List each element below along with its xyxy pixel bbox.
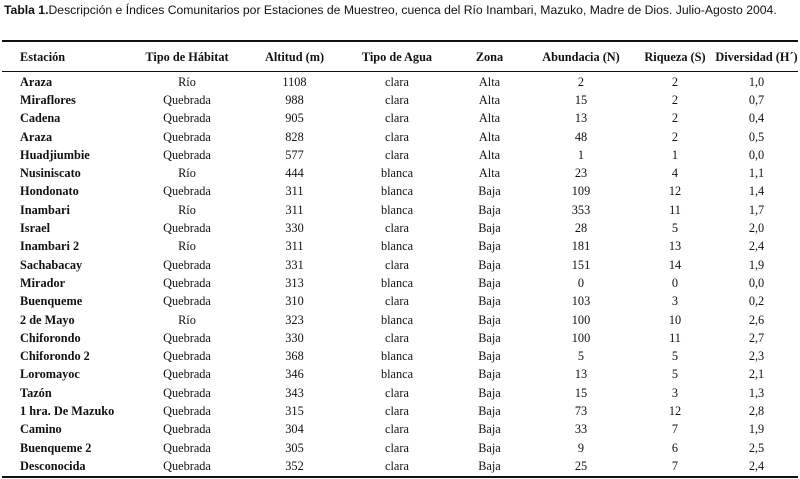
table-cell: 330 [285,330,304,345]
table-cell: 4 [671,166,679,181]
table-row [2,384,798,402]
table-cell: Quebrada [163,330,211,345]
table-row [2,293,798,311]
table-cell: 2,0 [748,221,765,236]
table-cell: Buenqueme [20,294,83,309]
table-cell: blanca [380,349,414,364]
table-cell: 6 [671,440,679,455]
table-cell: Baja [478,440,501,455]
table-caption [4,3,796,18]
table-row [2,347,798,365]
table-cell: 0,0 [748,275,765,290]
table-cell: Baja [478,275,501,290]
table-cell: Alta [478,129,501,144]
table-row [2,256,798,274]
table-cell: Nusiniscato [20,166,81,181]
table-row [2,110,798,128]
table-cell: 5 [671,349,679,364]
table-cell: blanca [380,184,414,199]
table-cell: 1 hra. De Mazuko [20,403,115,418]
table-cell: 368 [285,349,304,364]
table-header-row [2,43,798,71]
table-row [2,402,798,420]
column-header: Zona [475,49,504,64]
table-cell: 311 [285,239,304,254]
table-cell: 10 [668,312,682,327]
table-cell: 315 [285,403,304,418]
table-cell: 1 [671,147,679,162]
table-cell: clara [385,92,409,107]
table-cell: 1 [577,147,585,162]
table-cell: 2,1 [748,367,765,382]
table-cell: 304 [285,422,304,437]
table-cell: 1,0 [748,74,765,89]
table-cell: Quebrada [163,147,211,162]
table-row [2,91,798,109]
table-row [2,238,798,256]
table-cell: Baja [478,458,501,473]
table-cell: 109 [571,184,591,199]
table-cell: 2 de Mayo [20,312,75,327]
table-cell: clara [385,294,409,309]
table-cell: 905 [285,111,304,126]
table-cell: clara [385,440,409,455]
table-cell: Quebrada [163,440,211,455]
table-cell: 305 [285,440,304,455]
table-body [2,71,798,476]
table-cell: 444 [285,166,304,181]
table-cell: 3 [671,294,679,309]
table-cell: Quebrada [163,403,211,418]
table-cell: clara [385,257,409,272]
table-cell: 5 [577,349,585,364]
table-cell: 343 [285,385,304,400]
table-cell: 1108 [282,74,307,89]
table-row [2,71,798,91]
table-cell: Mirador [20,275,66,290]
column-header: Diversidad (H´) [715,49,798,64]
table-cell: Camino [20,422,62,437]
table-cell: Alta [478,92,501,107]
table-cell: Quebrada [163,294,211,309]
table-cell: 48 [574,129,588,144]
table-cell: Río [178,166,196,181]
table-cell: Quebrada [163,92,211,107]
table-cell: 352 [285,458,304,473]
table-row [2,146,798,164]
column-header: Estación [20,49,66,64]
table-row [2,219,798,237]
table-cell: 0,2 [748,294,765,309]
table-cell: blanca [380,367,414,382]
table-cell: 3 [671,385,679,400]
table-cell: Miraflores [20,92,76,107]
table-cell: clara [385,221,409,236]
table-cell: 346 [285,367,304,382]
table-cell: 2 [671,92,679,107]
table-cell: 0,4 [748,111,765,126]
table-cell: Desconocida [20,458,86,473]
table-cell: Baja [478,312,501,327]
table-cell: 331 [285,257,304,272]
table-cell: 2 [671,111,679,126]
table-cell: 15 [574,92,588,107]
table-cell: Quebrada [163,275,211,290]
table-cell: 28 [574,221,588,236]
table-cell: 1,9 [748,257,765,272]
table-cell: 100 [571,312,591,327]
table-row [2,311,798,329]
table-cell: 311 [285,202,304,217]
table-cell: 25 [574,458,588,473]
table-cell: 7 [671,458,679,473]
table-cell: Baja [478,294,501,309]
table-row [2,164,798,182]
table-cell: 353 [571,202,591,217]
column-header: Tipo de Agua [361,49,433,64]
table-cell: 23 [574,166,588,181]
table-cell: Quebrada [163,129,211,144]
table-cell: 1,4 [748,184,765,199]
table-cell: blanca [380,166,414,181]
table-cell: 988 [285,92,304,107]
table-cell: Alta [478,147,501,162]
table-cell: Buenqueme 2 [20,440,92,455]
table-cell: 5 [671,221,679,236]
table-bottom-rule [2,476,798,478]
table-cell: 13 [668,239,682,254]
table-cell: 0,5 [748,129,765,144]
table-cell: Tazón [20,385,52,400]
table-cell: 0,0 [748,147,765,162]
table-cell: Baja [478,257,501,272]
table-cell: Inambari 2 [20,239,80,254]
table-cell: Baja [478,422,501,437]
table-cell: Baja [478,184,501,199]
table-cell: 311 [285,184,304,199]
table-cell: Israel [20,221,51,236]
table-cell: Quebrada [163,111,211,126]
table-cell: blanca [380,275,414,290]
table-cell: Sachabacay [20,257,83,272]
table-row [2,439,798,457]
caption-label: Tabla 1. [4,3,49,17]
table-cell: clara [385,147,409,162]
table-cell: Río [178,312,196,327]
table-cell: 5 [671,367,679,382]
table-cell: 11 [669,330,681,345]
table-cell: Alta [478,111,501,126]
table-cell: 2,8 [748,403,765,418]
table-cell: Baja [478,239,501,254]
table-cell: clara [385,74,409,89]
table-cell: 33 [574,422,588,437]
column-header: Abundacia (N) [542,49,620,64]
column-header: Riqueza (S) [644,49,706,64]
table-cell: 151 [571,257,591,272]
caption-text: Descripción e Índices Comunitarios por Estaciones de Muestreo, cuenca del Río Inambari, Mazuko, Madre de Dios. Julio-Agosto 2004. [48,3,777,17]
table-cell: Chiforondo 2 [20,349,90,364]
table-cell: Quebrada [163,385,211,400]
table-cell: clara [385,330,409,345]
table-cell: Río [178,239,196,254]
table-cell: 11 [669,202,681,217]
table-cell: Quebrada [163,257,211,272]
table-cell: Araza [20,74,53,89]
table-cell: blanca [380,312,414,327]
table-cell: 2 [577,74,585,89]
table-cell: 2 [671,74,679,89]
table-cell: 2,6 [748,312,765,327]
table-row [2,128,798,146]
table-cell: 0,7 [748,92,765,107]
table-cell: 2,3 [748,349,765,364]
table-cell: Araza [20,129,53,144]
table-cell: Loromayoc [20,367,80,382]
table-cell: 0 [577,275,585,290]
table-cell: 181 [571,239,591,254]
table-row [2,457,798,475]
table-cell: Hondonato [20,184,79,199]
table-cell: 2 [671,129,679,144]
table-row [2,421,798,439]
table-cell: 828 [285,129,304,144]
table-row [2,329,798,347]
table-row [2,274,798,292]
table-cell: 13 [574,367,588,382]
table-cell: 12 [668,184,682,199]
table-cell: 73 [574,403,588,418]
table-cell: 2,4 [748,239,765,254]
table-cell: Baja [478,349,501,364]
table-cell: blanca [380,202,414,217]
table-cell: 1,3 [748,385,765,400]
table-cell: 0 [671,275,679,290]
data-table [2,43,798,476]
table-cell: 2,4 [748,458,765,473]
table-cell: 1,9 [748,422,765,437]
table-cell: 310 [285,294,304,309]
table-cell: Baja [478,330,501,345]
table-cell: 15 [574,385,588,400]
table-cell: Inambari [20,202,70,217]
table-cell: 7 [671,422,679,437]
table-cell: Río [178,202,196,217]
table-cell: clara [385,422,409,437]
table-cell: Quebrada [163,458,211,473]
table-cell: Baja [478,367,501,382]
table-cell: clara [385,403,409,418]
table-cell: 100 [571,330,591,345]
table-cell: Quebrada [163,221,211,236]
table-cell: 2,7 [748,330,765,345]
table-cell: 13 [574,111,588,126]
table-cell: Baja [478,403,501,418]
table-cell: clara [385,458,409,473]
table-cell: 1,1 [748,166,765,181]
table-cell: 12 [668,403,682,418]
table-cell: Río [178,74,196,89]
table-cell: 14 [668,257,682,272]
table-cell: Baja [478,221,501,236]
table-cell: Quebrada [163,422,211,437]
table-cell: Alta [478,166,501,181]
table-top-rule [2,40,798,42]
column-header: Altitud (m) [264,49,325,64]
table-cell: 313 [285,275,304,290]
column-header: Tipo de Hábitat [145,49,229,64]
table-cell: clara [385,129,409,144]
table-row [2,183,798,201]
table-cell: 1,7 [748,202,765,217]
table-cell: blanca [380,239,414,254]
table-row [2,201,798,219]
table-cell: clara [385,385,409,400]
table-cell: Quebrada [163,184,211,199]
table-cell: 577 [285,147,304,162]
table-cell: Baja [478,202,501,217]
table-cell: Baja [478,385,501,400]
table-cell: 330 [285,221,304,236]
table-cell: 2,5 [748,440,765,455]
table-cell: 323 [285,312,304,327]
table-cell: 9 [577,440,585,455]
table-cell: Quebrada [163,367,211,382]
table-cell: clara [385,111,409,126]
table-cell: Chiforondo [20,330,81,345]
table-row [2,366,798,384]
table-cell: Alta [478,74,501,89]
table-cell: Quebrada [163,349,211,364]
table-cell: 103 [571,294,591,309]
table-cell: Huadjiumbie [20,147,90,162]
table-cell: Cadena [20,111,61,126]
